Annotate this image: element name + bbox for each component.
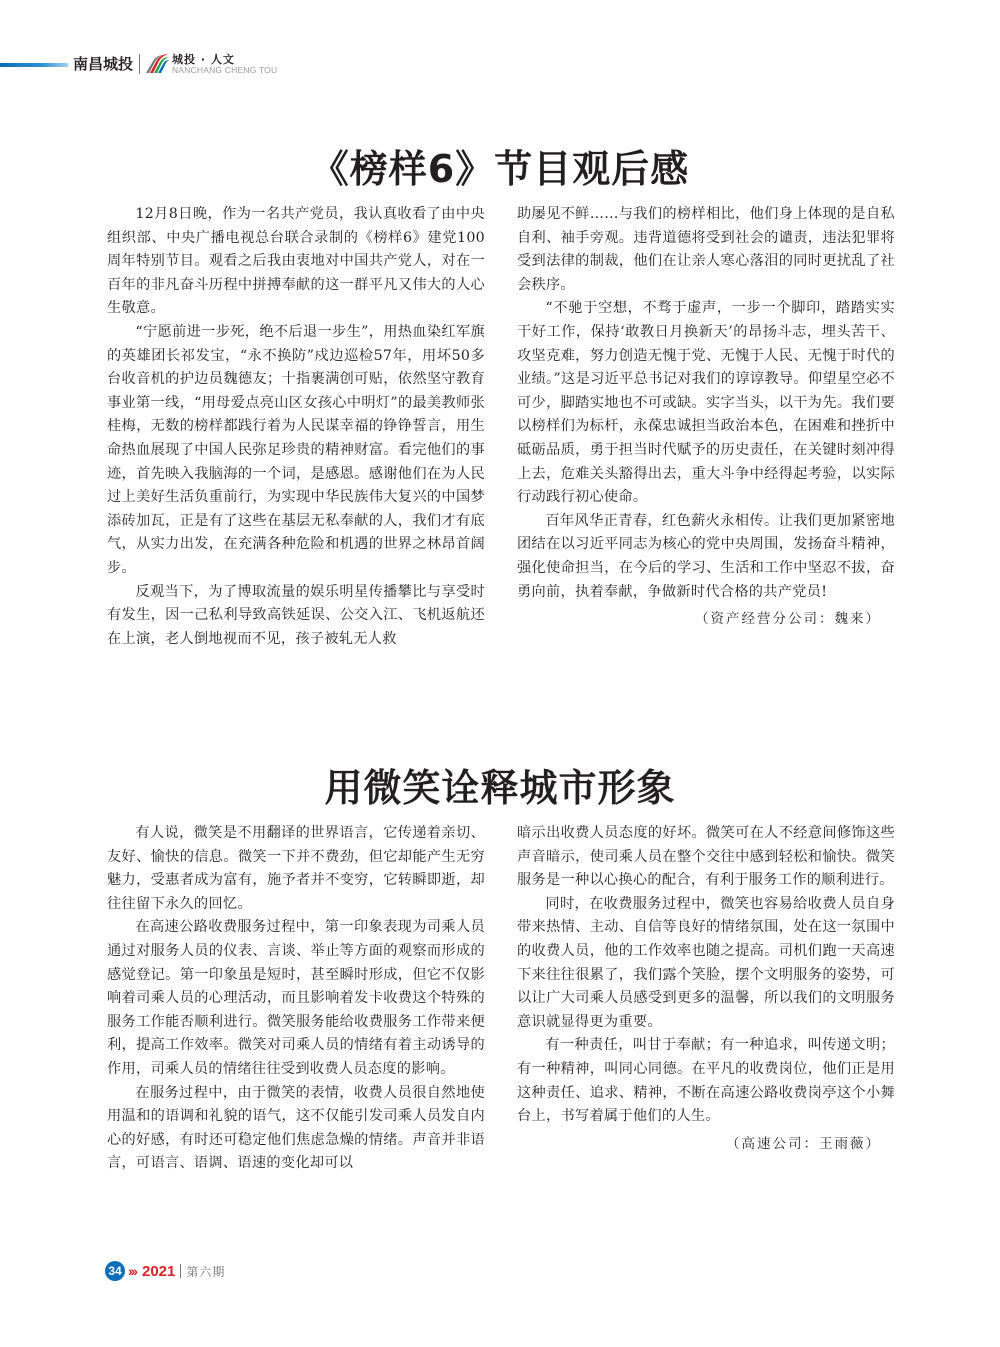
paragraph: 在服务过程中，由于微笑的表情，收费人员很自然地使用温和的语调和礼貌的语气，这不仅能引发司乘人员发自内心的好感，有时还可稳定他们焦虑急燥的情绪。声音并非语言，可语言、语调、语速的变化却可以 xyxy=(107,1084,485,1172)
brand-name: 南昌城投 xyxy=(73,55,134,73)
section-name: 城投 · 人文 xyxy=(172,53,235,66)
paragraph: 反观当下，为了博取流量的娱乐明星传播攀比与享受时有发生，因一己私利导致高铁延误、公交入江、飞机返航还在上演，老人倒地视而不见，孩子被轧无人救 xyxy=(107,583,485,647)
header-divider xyxy=(139,54,140,74)
issue-number: 第六期 xyxy=(186,1264,226,1279)
page-number-badge: 34 xyxy=(105,1261,125,1281)
paragraph-continuation: 暗示出收费人员态度的好坏。微笑可在人不经意间修饰这些声音暗示，使司乘人员在整个交往中感到轻松和愉快。微笑服务是一种以心换心的配合，有利于服务工作的顺利进行。 xyxy=(517,825,895,889)
chevron-right-icon: ››› xyxy=(128,1263,136,1279)
paragraph: 有一种责任，叫甘于奉献；有一种追求，叫传递文明；有一种精神，叫同心同德。在平凡的收费岗位，他们正是用这种责任、追求、精神，不断在高速公路收费岗亭这个小舞台上，书写着属于他们的人生。 xyxy=(517,1037,895,1125)
article-1-left-column xyxy=(107,203,485,651)
paragraph: 百年风华正青春，红色薪火永相传。让我们更加紧密地团结在以习近平同志为核心的党中央周围，发扬奋斗精神，强化使命担当，在今后的学习、生活和工作中坚忍不拔，奋勇向前，执着奉献，争做新时代合格的共产党员! xyxy=(517,512,895,600)
paragraph: “不驰于空想，不骛于虚声，一步一个脚印，踏踏实实干好工作，保持‘敢教日月换新天’的昂扬斗志，埋头苦干、攻坚克难，努力创造无愧于党、无愧于人民、无愧于时代的业绩。”这是习近平总书记对我们的谆谆教导。仰望星空必不可少，脚踏实地也不可或缺。实字当头，以干为先。我们要以榜样们为标杆，永葆忠诚担当政治本色，在困难和挫折中砥砺品质，勇于担当时代赋予的历史责任，在关键时刻冲得上去，危难关头豁得出去，重大斗争中经得起考验，以实际行动践行初心使命。 xyxy=(517,300,895,506)
paragraph-continuation: 助屡见不鲜……与我们的榜样相比，他们身上体现的是自私自利、袖手旁观。违背道德将受到社会的谴责，违法犯罪将受到法律的制裁，他们在让亲人寒心落泪的同时更扰乱了社会秩序。 xyxy=(517,206,895,293)
article-2-left-column xyxy=(107,822,485,1176)
paragraph: “宁愿前进一步死，绝不后退一步生”，用热血染红军旗的英雄团长祁发宝，“永不换防”戍边巡检57年，用坏50多台收音机的护边员魏德友；十指裹满创可贴，依然坚守教育事业第一线，“用母爱点亮山区女孩心中明灯”的最美教师张桂梅，无数的榜样都践行着为人民谋幸福的铮铮誓言，用生命热血展现了中国人民弥足珍贵的精神财富。看完他们的事迹，首先映入我脑海的一个词，是感恩。感谢他们在为人民过上美好生活负重前行，为实现中华民族伟大复兴的中国梦添砖加瓦，正是有了这些在基层无私奉献的人，我们才有底气，从实力出发，在充满各种危险和机遇的世界之林昂首阔步。 xyxy=(107,323,485,576)
paragraph: 12月8日晚，作为一名共产党员，我认真收看了由中央组织部、中央广播电视总台联合录制的《榜样6》建党100周年特别节目。观看之后我由衷地对中国共产党人，对在一百年的非凡奋斗历程中拼搏奉献的这一群平凡又伟大的人心生敬意。 xyxy=(107,206,485,317)
author-byline: （高速公司：王雨薇） xyxy=(726,1135,881,1152)
issue-year: 2021 xyxy=(142,1262,176,1280)
page-header xyxy=(0,48,400,82)
article-title: 《榜样6》节目观后感 xyxy=(310,147,690,191)
author-byline: （资产经营分公司：魏来） xyxy=(695,611,881,628)
paragraph: 有人说，微笑是不用翻译的世界语言，它传递着亲切、友好、愉快的信息。微笑一下并不费劲，但它却能产生无穷魅力，受惠者成为富有，施予者并不变穷，它转瞬即逝，却往往留下永久的回忆。 xyxy=(107,825,485,912)
article-1-right-column xyxy=(517,203,895,632)
footer-divider xyxy=(180,1264,181,1278)
brand-english-name: NANCHANG CHENG TOU xyxy=(172,65,278,75)
header-accent-bar xyxy=(0,63,68,67)
page-footer xyxy=(105,1260,225,1282)
article-title: 用微笑诠释城市形象 xyxy=(324,766,676,810)
paragraph: 同时，在收费服务过程中，微笑也容易给收费人员自身带来热情、主动、自信等良好的情绪氛围，处在这一氛围中的收费人员，他的工作效率也随之提高。司机们跑一天高速下来往往很累了，我们露个笑脸，摆个文明服务的姿势，可以让广大司乘人员感受到更多的温馨，所以我们的文明服务意识就显得更为重要。 xyxy=(517,895,895,1030)
chengtou-logo-icon xyxy=(144,51,170,77)
paragraph: 在高速公路收费服务过程中，第一印象表现为司乘人员通过对服务人员的仪表、言谈、举止等方面的观察而形成的感觉登记。第一印象虽是短时，甚至瞬时形成，但它不仅影响着司乘人员的心理活动，而且影响着发卡收费这个特殊的服务工作能否顺利进行。微笑服务能给收费服务工作带来便利，提高工作效率。微笑对司乘人员的情绪有着主动诱导的作用，司乘人员的情绪往往受到收费人员态度的影响。 xyxy=(107,919,485,1077)
article-2-right-column xyxy=(517,822,895,1156)
